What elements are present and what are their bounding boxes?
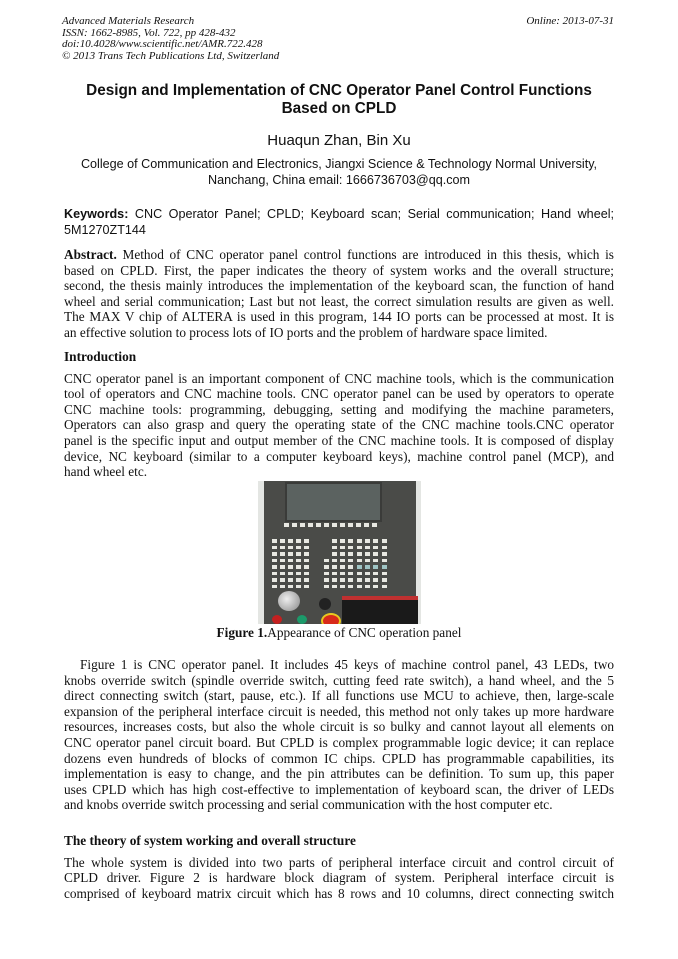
keywords-text: 5M1270ZT144	[64, 223, 146, 237]
figure-label: Figure 1.	[216, 625, 268, 640]
softkey	[300, 523, 305, 527]
softkey	[356, 523, 361, 527]
keypad-key	[357, 572, 362, 576]
keypad-key	[357, 552, 362, 556]
text-line: CNC machine tools: programming, debugging, setting and modifying the machine parameters,	[64, 401, 614, 417]
keypad-key	[280, 585, 285, 589]
paper-title	[0, 82, 678, 118]
keypad-key	[324, 585, 329, 589]
keypad-key	[340, 546, 345, 550]
text-line: comprised of keyboard matrix circuit which has 8 rows and 10 columns, direct connecting switch	[64, 885, 614, 901]
abstract-line: an effective solution to process lots of IO ports and the problem of hardware space limited.	[64, 324, 548, 340]
section-heading: Introduction	[64, 349, 137, 364]
text-line: resources, increases costs, but also the whole circuit is so bulky and cannot layout all elements on	[64, 719, 614, 735]
section-heading: The theory of system working and overall structure	[64, 833, 356, 848]
text-line: Figure 1 is CNC operator panel. It includes 45 keys of machine control panel, 43 LEDs, two	[80, 657, 614, 672]
abstract-line: wheel and serial communication; Last but not least, the correct simulation results are given as well.	[64, 293, 614, 309]
keypad-key	[288, 578, 293, 582]
keypad-key	[348, 546, 353, 550]
text-line: dozens even hundreds of blocks of common IC chips. CPLD has programmable capabilities, its	[64, 750, 614, 766]
keypad-key	[365, 546, 370, 550]
keypad-key	[280, 572, 285, 576]
abstract-label: Abstract.	[64, 247, 117, 262]
keypad-key	[280, 559, 285, 563]
keypad-key	[373, 585, 378, 589]
keypad-key	[373, 552, 378, 556]
keypad-key	[272, 559, 277, 563]
keypad-key	[332, 565, 337, 569]
title-line: Based on CPLD	[281, 100, 397, 117]
keypad-key	[365, 539, 370, 543]
red-button	[272, 615, 282, 624]
keypad-key	[304, 559, 309, 563]
text-line: implementation is easy to change, and the pin attributes can be definition. To sum up, this paper	[64, 766, 614, 782]
authors: Huaqun Zhan, Bin Xu	[267, 132, 411, 149]
doi: doi:10.4028/www.scientific.net/AMR.722.428	[62, 38, 263, 50]
keypad-key	[288, 546, 293, 550]
display-screen	[285, 482, 382, 522]
softkey	[292, 523, 297, 527]
keypad-key	[272, 585, 277, 589]
keypad-key	[348, 559, 353, 563]
keypad-key	[304, 552, 309, 556]
keypad-key	[365, 552, 370, 556]
softkey	[324, 523, 329, 527]
text-line: CPLD driver. Figure 2 is hardware block diagram of system. Peripheral interface circuit is	[64, 870, 614, 886]
keypad-key	[332, 578, 337, 582]
keypad-key	[288, 585, 293, 589]
softkey	[332, 523, 337, 527]
keypad-key	[332, 559, 337, 563]
figure-caption-text: Appearance of CNC operation panel	[267, 625, 462, 640]
softkey	[372, 523, 377, 527]
keypad-key	[304, 578, 309, 582]
keypad-key	[340, 572, 345, 576]
online-date: Online: 2013-07-31	[526, 15, 614, 27]
keypad-key	[280, 565, 285, 569]
keypad-key	[340, 552, 345, 556]
keypad-key	[357, 565, 362, 569]
text-line: expansion of the peripheral interface circuit is needed, this method not only takes up more hardware	[64, 703, 614, 719]
green-button	[297, 615, 307, 624]
text-line: knobs override switch (spindle override switch, cutting feed rate switch), a hand wheel, and the 5	[64, 672, 614, 688]
keypad-key	[373, 559, 378, 563]
keypad-key	[272, 578, 277, 582]
softkey	[308, 523, 313, 527]
keypad-key	[348, 585, 353, 589]
text-line: device, NC keyboard (similar to a computer keyboard keys), machine control panel (MCP), and	[64, 448, 614, 464]
keypad-key	[357, 546, 362, 550]
keypad-key	[272, 572, 277, 576]
keypad-key	[272, 539, 277, 543]
keypad-key	[382, 565, 387, 569]
keypad-key	[382, 552, 387, 556]
keywords-label: Keywords:	[64, 207, 129, 221]
keypad-key	[382, 578, 387, 582]
keypad-key	[340, 539, 345, 543]
text-line: The whole system is divided into two parts of peripheral interface circuit and control circuit of	[64, 854, 614, 870]
keypad-key	[382, 585, 387, 589]
softkey	[348, 523, 353, 527]
keypad-key	[288, 559, 293, 563]
keypad-key	[296, 539, 301, 543]
abstract-line: The MAX V chip of ALTERA is used in this program, 144 IO ports can be processed at most. It is	[64, 309, 614, 325]
softkey	[316, 523, 321, 527]
text-line: uses CPLD which has high cost-effective to implementation of keyboard scan, the driver of LEDs	[64, 781, 614, 797]
keypad-key	[332, 572, 337, 576]
theory-section	[64, 833, 614, 901]
title-line: Design and Implementation of CNC Operator Panel Control Functions	[86, 82, 592, 99]
keypad-key	[272, 546, 277, 550]
abstract-line: second, the thesis mainly introduces the implementation of the keyboard scan, the function of hand	[64, 278, 614, 294]
keypad-key	[357, 585, 362, 589]
introduction-section	[64, 349, 614, 480]
hand-wheel	[278, 591, 300, 611]
text-line: direct connecting switch (start, pause, etc.). If all functions use MCU to achieve, then, large-scale	[64, 688, 614, 704]
keypad-key	[340, 559, 345, 563]
keypad-key	[365, 565, 370, 569]
keypad-key	[365, 572, 370, 576]
keypad-key	[332, 539, 337, 543]
keypad-key	[324, 578, 329, 582]
keypad-key	[304, 546, 309, 550]
keypad-key	[304, 565, 309, 569]
text-line: CNC operator panel circuit board. But CPLD is complex programmable logic device; it can replace	[64, 734, 614, 750]
keypad-key	[373, 546, 378, 550]
keypad-key	[296, 585, 301, 589]
keypad-key	[348, 578, 353, 582]
keypad-key	[296, 552, 301, 556]
keypad-key	[332, 546, 337, 550]
keypad-key	[296, 572, 301, 576]
keypad-key	[340, 578, 345, 582]
emergency-stop	[321, 613, 341, 624]
text-line: hand wheel etc.	[64, 464, 148, 480]
keypad-key	[288, 552, 293, 556]
keypad-key	[288, 565, 293, 569]
figure-paragraph	[64, 657, 614, 813]
keypad-key	[296, 546, 301, 550]
copyright: © 2013 Trans Tech Publications Ltd, Switzerland	[62, 49, 280, 62]
keywords	[64, 206, 614, 238]
text-line: panel is the specific input and output member of the CNC machine tools. It is composed of display	[64, 432, 614, 448]
keypad-key	[365, 559, 370, 563]
affiliation	[0, 156, 678, 188]
keypad-key	[288, 539, 293, 543]
keypad-key	[373, 565, 378, 569]
keypad-key	[340, 585, 345, 589]
keypad-key	[382, 539, 387, 543]
keypad-key	[324, 565, 329, 569]
keypad-key	[332, 585, 337, 589]
affiliation-line: Nanchang, China email: 1666736703@qq.com	[207, 173, 471, 187]
keypad-key	[296, 578, 301, 582]
circuit-board	[342, 596, 418, 624]
text-line: Operators can also grasp and query the operating state of the CNC machine tools.CNC operator	[64, 417, 614, 433]
abstract	[64, 247, 614, 341]
cnc-panel-photo	[258, 481, 421, 624]
keywords-text: CNC Operator Panel; CPLD; Keyboard scan; Serial communication; Hand wheel;	[134, 207, 614, 221]
override-knob	[319, 598, 331, 610]
keypad-key	[324, 572, 329, 576]
keypad-key	[288, 572, 293, 576]
text-line: tool of operators and CNC machine tools. CNC operator panel can be used by operators to operate	[64, 386, 614, 402]
keypad-key	[357, 578, 362, 582]
keypad-key	[280, 539, 285, 543]
keypad-key	[373, 572, 378, 576]
keypad-key	[280, 578, 285, 582]
keypad-key	[373, 578, 378, 582]
keypad-key	[332, 552, 337, 556]
keypad-key	[357, 539, 362, 543]
keypad-key	[304, 585, 309, 589]
keypad-key	[382, 572, 387, 576]
keypad-key	[272, 552, 277, 556]
keypad-key	[340, 565, 345, 569]
keypad-key	[365, 585, 370, 589]
softkey	[364, 523, 369, 527]
figure-1-caption	[0, 625, 678, 641]
journal-header	[62, 16, 279, 62]
keypad-key	[382, 559, 387, 563]
abstract-line: based on CPLD. First, the paper indicates the theory of system works and the overall structure;	[64, 262, 614, 278]
keypad-key	[296, 559, 301, 563]
keypad-key	[382, 546, 387, 550]
keypad-key	[272, 565, 277, 569]
keypad-key	[280, 552, 285, 556]
keypad-key	[304, 539, 309, 543]
softkey	[284, 523, 289, 527]
text-line: and knobs override switch processing and serial communication with the host computer etc.	[64, 797, 553, 813]
keypad-key	[348, 539, 353, 543]
abstract-line: Method of CNC operator panel control functions are introduced in this thesis, which is	[116, 247, 614, 262]
keypad-key	[280, 546, 285, 550]
journal-name: Advanced Materials Research	[62, 15, 195, 27]
keypad-key	[304, 572, 309, 576]
affiliation-line: College of Communication and Electronics, Jiangxi Science & Technology Normal University,	[80, 157, 598, 171]
issn: ISSN: 1662-8985, Vol. 722, pp 428-432	[62, 26, 236, 39]
keypad-key	[324, 559, 329, 563]
keypad-key	[348, 552, 353, 556]
keypad-key	[357, 559, 362, 563]
softkey	[340, 523, 345, 527]
keypad-key	[348, 572, 353, 576]
text-line: CNC operator panel is an important component of CNC machine tools, which is the communication	[64, 370, 614, 386]
keypad-key	[373, 539, 378, 543]
keypad-key	[348, 565, 353, 569]
keypad-key	[365, 578, 370, 582]
keypad-key	[296, 565, 301, 569]
